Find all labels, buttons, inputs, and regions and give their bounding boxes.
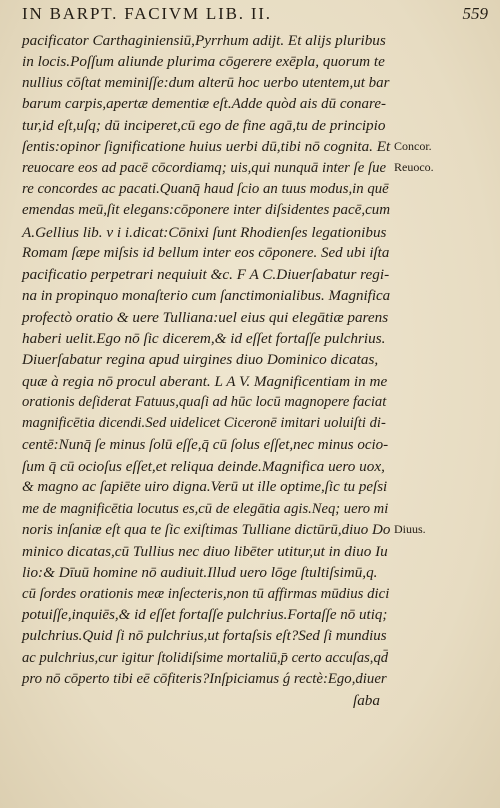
text-line: reuocare eos ad pacē cōcordiamq; uis,qui nunquā inter ſe ſue [22,159,387,176]
text-line: Diuerſabatur regina apud uirgines diuo Dominico dicatas, [22,351,379,369]
running-head: IN BARPT. FACIVM LIB. II. [22,4,272,23]
text-line: potuiſſe,inquiēs,& id eſſet fortaſſe pulchrius.Fortaſſe nō utiq; [22,607,388,624]
text-line: cū ſordes orationis meæ inſecteris,non tū affirmas mūdius dici [22,585,390,602]
text-line: nullius cōſtat meminiſſe:dum alterū hoc uerbo utentem,ut bar [22,74,390,91]
text-line: pacificator Carthaginiensiū,Pyrrhum adijt. Et alijs pluribus [22,32,386,49]
text-line: pro nō cōperto tibi eē cōfiteris?Inſpiciamus ǵ rectè:Ego,diuer [22,670,387,687]
text-line: na in propinquo monaſterio cum ſanctimonialibus. Magnifica [22,287,391,304]
text-line: & magno ac ſapiēte uiro digna.Verū ut ille optime,ſic tu peſsi [22,479,388,496]
text-line: ſum q̄ cū ocioſus eſſet,et reliqua deinde.Magnifica uero uox, [22,457,385,475]
text-line: centē:Nunq̄ ſe minus ſolū eſſe,q̄ cū ſolus eſſet,nec minus ocio- [22,436,389,453]
text-line: barum carpis,apertæ dementiæ eſt.Adde quòd ais dū conare- [22,95,386,112]
marginal-note: Reuoco. [394,159,434,174]
text-line: haberi uelit.Ego nō ſic dicerem,& id eſſet fortaſſe pulchrius. [22,330,386,348]
text-line: ac pulchrius,cur igitur ſtolidiſsime mortaliū,p̄ certo accuſas,qd̄ [22,649,389,666]
text-line: pacificatio perpetrari nequiuit &c. F A C.Diuerſabatur regi- [22,266,390,284]
text-line: tur,id eſt,uſq; dū inciperet,cū ego de fine agā,tu de principio [22,117,386,135]
text-line: A.Gellius lib. v i i.dicat:Cōnixi ſunt Rhodienſes legationibus [22,223,387,241]
page-number: 559 [462,4,488,23]
body-text [22,30,390,712]
text-line: ſentis:opinor ſignificatione huius uerbi dū,tibi nō cognita. Et [22,138,391,156]
marginal-note: Concor. [394,138,432,153]
text-line: emendas meū,ſit elegans:cōponere inter diſsidentes pacē,cum [22,202,391,219]
text-line: profectò oratio & uere Tulliana:uel eius qui elegātiæ parens [22,308,389,326]
text-line: noris inſaniæ eſt qua te ſic exiſtimas Tulliane dictūrū,diuo Do [22,521,391,538]
text-line: in locis.Poſſum aliunde plurima cōgerere exēpla, quorum te [22,53,385,71]
text-line: pulchrius.Quid ſi nō pulchrius,ut fortaſsis eſt?Sed ſi mundius [22,628,387,645]
text-line: magnificētia dicendi.Sed uidelicet Ciceronē imitari uoluiſti di- [22,415,386,432]
text-line: orationis deſiderat Fatuus,quaſi ad hūc locū magnopere faciat [22,394,387,411]
marginal-note: Diuus. [394,521,426,536]
text-line: re concordes ac pacati.Quanq̄ haud ſcio an tuus modus,in quē [22,181,389,198]
text-line: minico dicatas,cū Tullius nec diuo libēter utitur,ut in diuo Iu [22,543,388,561]
text-line: me de magnificētia locutus es,cū de elegātia agis.Neq; uero mi [22,500,389,517]
text-line: Romam ſæpe miſsis id bellum inter eos cōponere. Sed ubi iſta [22,244,390,261]
text-line: quæ à regia nō procul aberant. L A V. Magnificentiam in me [22,372,388,390]
text-line: lio:& Dīuū homine nō audiuit.Illud uero lōge ſtultiſsimū,q. [22,564,378,582]
text-line: ſaba [352,692,380,710]
